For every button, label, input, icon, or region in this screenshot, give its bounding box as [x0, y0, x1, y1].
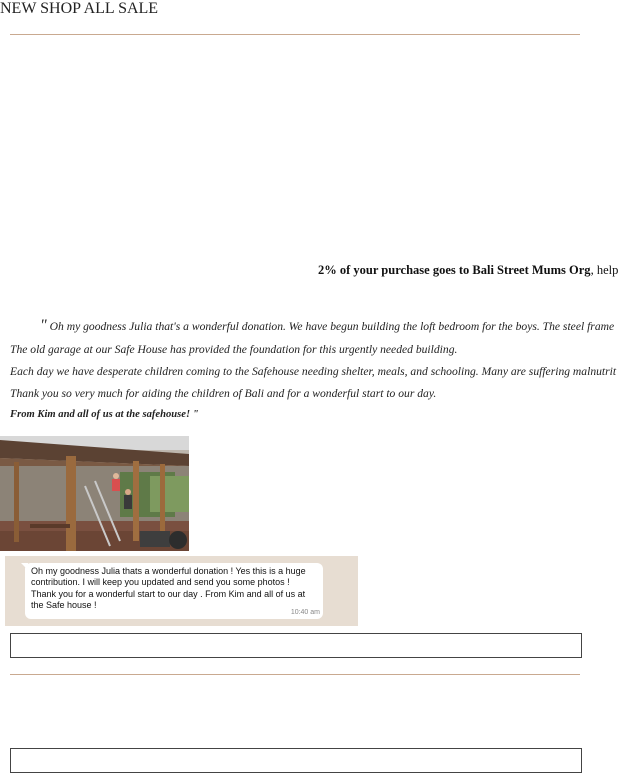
content-box-1: [10, 633, 582, 658]
quote-line-2: The old garage at our Safe House has provided the foundation for this urgently needed building.: [10, 343, 458, 356]
chat-bubble: [25, 563, 323, 619]
chat-message: Oh my goodness Julia thats a wonderful donation ! Yes this is a huge contribution. I will keep you updated and send you some photos ! Thank you for a wonderful start to our day . From Kim and all of us at the Safe house !: [31, 566, 306, 611]
quote-open-mark: ": [40, 317, 47, 334]
content-box-2: [10, 748, 582, 773]
donation-bold: 2% of your purchase goes to Bali Street Mums Org: [318, 263, 591, 277]
section-divider: [10, 674, 580, 675]
donation-note: [318, 263, 618, 278]
nav-shop-all[interactable]: SHOP ALL: [40, 0, 115, 17]
quote-line-4: Thank you so very much for aiding the children of Bali and for a wonderful start to our day.: [10, 387, 437, 400]
quote-text-1: Oh my goodness Julia that's a wonderful donation. We have begun building the loft bedroom for the boys. The steel frame: [49, 320, 615, 333]
nav-new[interactable]: NEW: [0, 0, 37, 17]
quote-line-3: Each day we have desperate children coming to the Safehouse needing shelter, meals, and schooling. Many are suffering malnutrit: [10, 365, 617, 378]
chat-timestamp: 10:40 am: [290, 608, 320, 616]
header-divider: [10, 34, 580, 35]
quote-signoff: From Kim and all of us at the safehouse! ": [10, 409, 199, 420]
safehouse-photo-drawing: [0, 436, 189, 551]
quote-line-1: [40, 317, 614, 335]
top-nav: [0, 0, 580, 18]
donation-rest: , help: [590, 263, 618, 277]
nav-sale[interactable]: SALE: [118, 0, 159, 17]
safehouse-photo: [0, 436, 189, 551]
chat-screenshot: [5, 556, 358, 626]
